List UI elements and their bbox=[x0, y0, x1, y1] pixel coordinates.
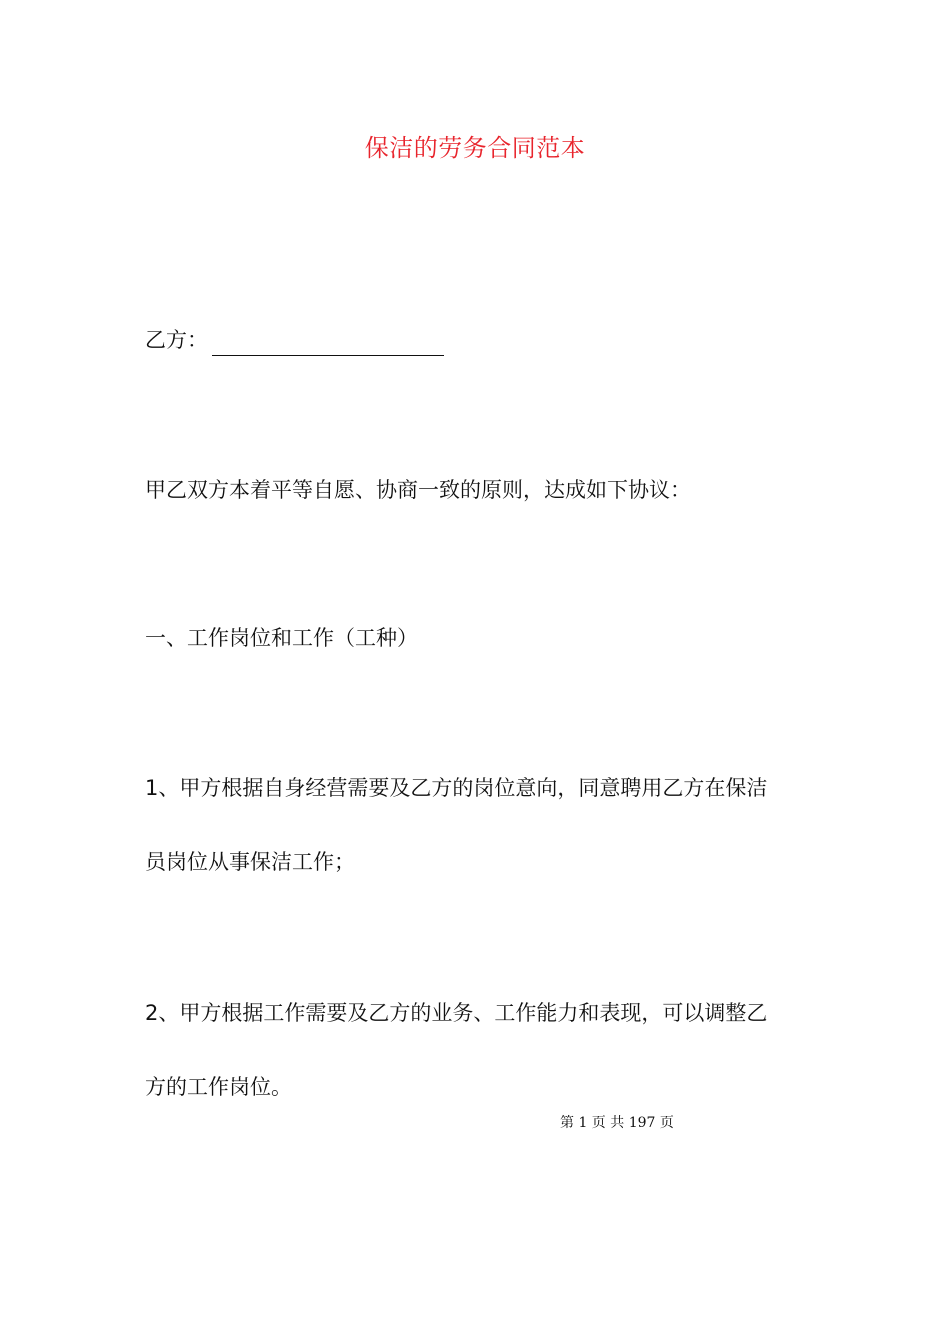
clause-1-line-2: 员岗位从事保洁工作； bbox=[145, 850, 355, 874]
clause-2-line-2: 方的工作岗位。 bbox=[145, 1075, 292, 1099]
page-number-footer: 第 1 页 共 197 页 bbox=[560, 1115, 674, 1131]
party-b-blank-line bbox=[212, 331, 444, 356]
clause-2-line-1: 2、甲方根据工作需要及乙方的业务、工作能力和表现，可以调整乙 bbox=[145, 1001, 768, 1025]
document-title: 保洁的劳务合同范本 bbox=[364, 134, 586, 162]
clause-1-line-1: 1、甲方根据自身经营需要及乙方的岗位意向，同意聘用乙方在保洁 bbox=[145, 776, 768, 800]
intro-paragraph: 甲乙双方本着平等自愿、协商一致的原则，达成如下协议： bbox=[145, 478, 691, 502]
party-b-label: 乙方： bbox=[145, 328, 208, 352]
section-1-heading: 一、工作岗位和工作（工种） bbox=[145, 626, 418, 650]
party-b-field bbox=[145, 324, 825, 356]
